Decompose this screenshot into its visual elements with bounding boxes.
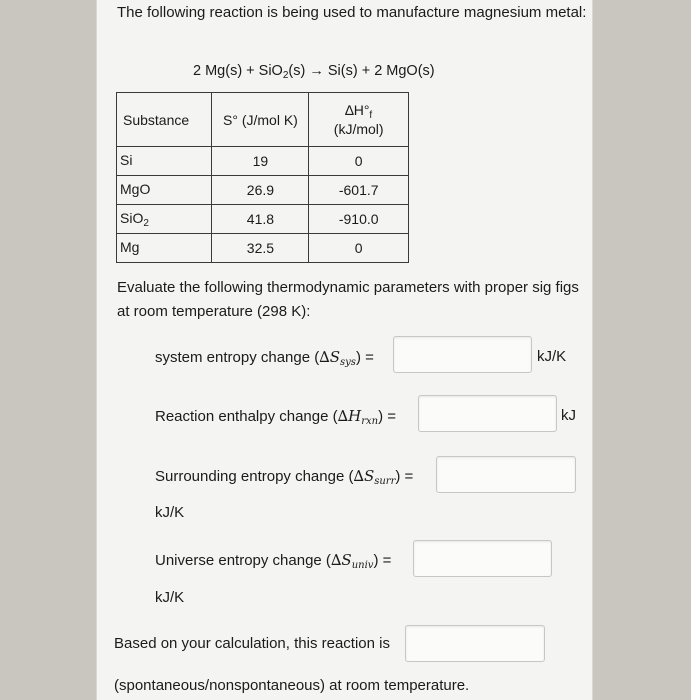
table-row (117, 176, 409, 205)
q1-unit: kJ/K (537, 348, 567, 365)
substance-cell: Si (117, 147, 212, 176)
conclusion-suffix: (spontaneous/nonspontaneous) at room temperature. (114, 677, 470, 694)
substance-cell: SiO$_2$ (117, 205, 212, 234)
reaction-equation: 2 Mg(s) + SiO$_2$(s) → Si(s) + 2 MgO(s) (193, 63, 435, 81)
q3-unit: kJ/K (155, 504, 185, 521)
table-row (117, 205, 409, 234)
enthalpy-cell: 0 (309, 147, 409, 176)
universe-entropy-input[interactable] (413, 540, 552, 577)
q2-unit: kJ (561, 407, 576, 424)
substance-cell: MgO (117, 176, 212, 205)
entropy-cell: 41.8 (212, 205, 309, 234)
substance-cell: Mg (117, 234, 212, 263)
conclusion-prefix: Based on your calculation, this reaction is (114, 635, 390, 652)
q2-label: Reaction enthalpy change $(\Delta H_{rxn})$ = (155, 407, 397, 427)
entropy-cell: 32.5 (212, 234, 309, 263)
thermo-data-table (116, 92, 409, 263)
header-enthalpy: $\Delta H^\circ_f$ (kJ/mol) (309, 93, 409, 147)
system-entropy-input[interactable] (393, 336, 532, 373)
reaction-enthalpy-input[interactable] (418, 395, 557, 432)
enthalpy-cell: 0 (309, 234, 409, 263)
q4-label: Universe entropy change $(\Delta S_{univ})$ = (155, 551, 392, 571)
header-entropy: S° (J/mol K) (212, 93, 309, 147)
spontaneity-input[interactable] (405, 625, 545, 662)
problem-intro: The following reaction is being used to manufacture magnesium metal: (117, 4, 587, 21)
q3-label: Surrounding entropy change $(\Delta S_{surr})$ = (155, 467, 414, 487)
entropy-cell: 19 (212, 147, 309, 176)
surrounding-entropy-input[interactable] (436, 456, 576, 493)
table-row (117, 234, 409, 263)
q1-label: system entropy change $(\Delta S_{sys})$ = (155, 348, 374, 368)
instructions: Evaluate the following thermodynamic parameters with proper sig figs at room temperature (298 K): (117, 279, 579, 320)
header-substance: Substance (117, 93, 212, 147)
q4-unit: kJ/K (155, 589, 185, 606)
table-row (117, 147, 409, 176)
entropy-cell: 26.9 (212, 176, 309, 205)
enthalpy-cell: -910.0 (309, 205, 409, 234)
enthalpy-cell: -601.7 (309, 176, 409, 205)
